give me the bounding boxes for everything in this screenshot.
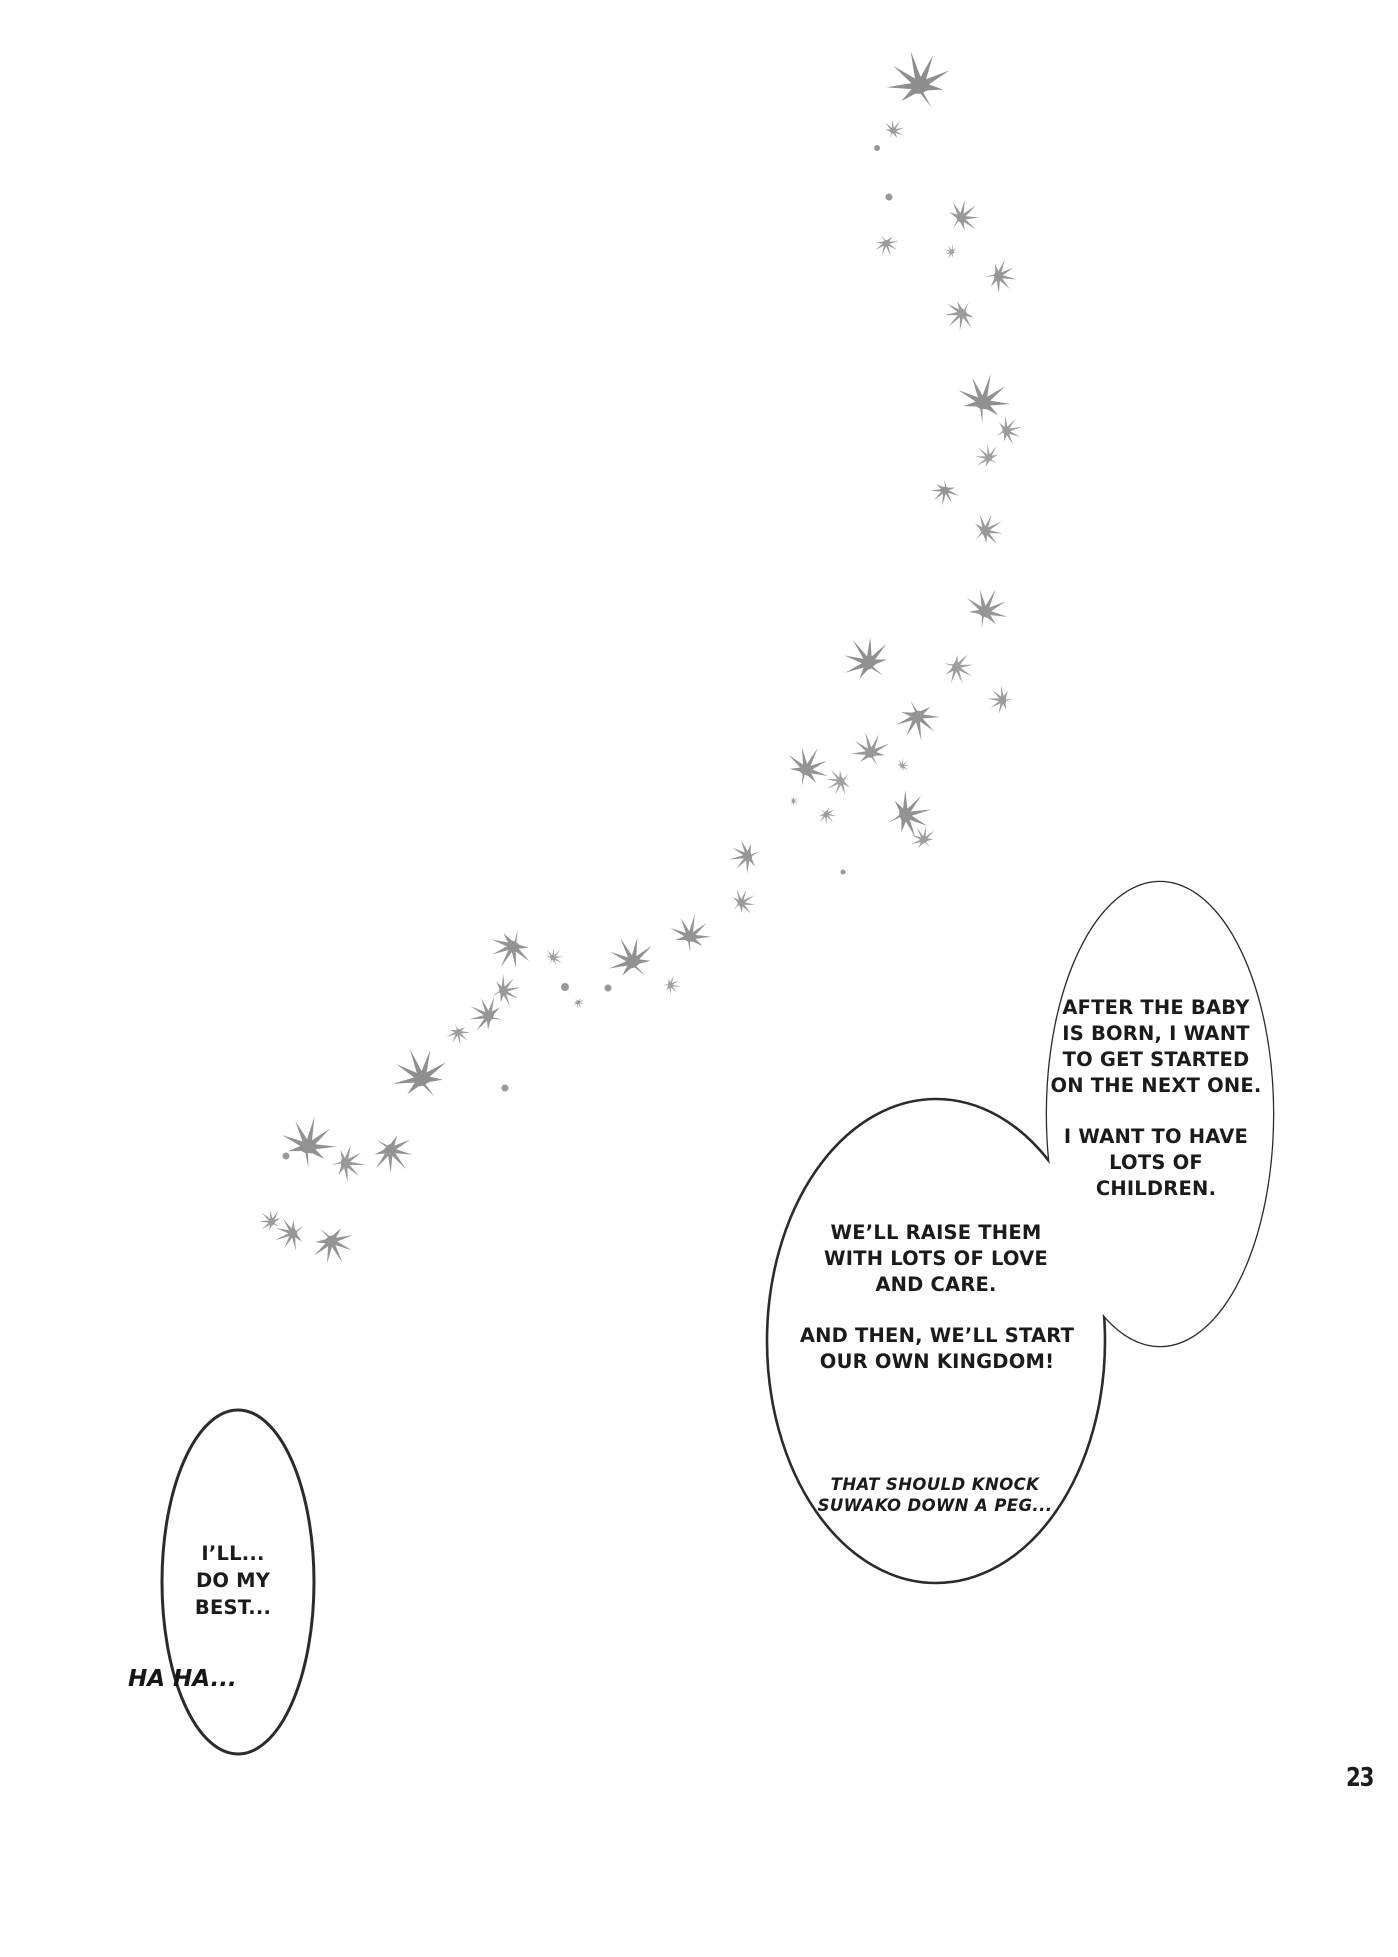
aside-line: SUWAKO DOWN A PEG... — [817, 1496, 1053, 1515]
maple-leaf-icon — [892, 696, 943, 744]
dialogue-line: BEST... — [194, 1596, 272, 1619]
speech-bubble-right-fill — [1047, 882, 1273, 1346]
dialogue-line: AND CARE. — [875, 1273, 997, 1296]
leaf-speck-icon — [561, 983, 569, 991]
dialogue-line: CHILDREN. — [1095, 1177, 1217, 1200]
maple-leaf-icon — [330, 1143, 368, 1183]
right-bubble-paragraph-2 — [1064, 1124, 1248, 1202]
dialogue-line: ON THE NEXT ONE. — [1050, 1074, 1262, 1097]
maple-leaf-icon — [488, 971, 524, 1009]
leaf-speck-icon — [502, 1085, 509, 1092]
maple-leaf-icon — [482, 921, 540, 978]
maple-leaf-icon — [304, 1217, 362, 1273]
maple-leaf-icon — [958, 580, 1016, 636]
dialogue-line: IS BORN, I WANT — [1062, 1022, 1250, 1045]
maple-leaf-icon — [253, 1203, 287, 1237]
maple-leaf-icon — [661, 974, 682, 996]
maple-leaf-icon — [965, 506, 1010, 552]
maple-leaf-icon — [893, 755, 913, 775]
dialogue-line: OUR OWN KINGDOM! — [819, 1350, 1055, 1373]
leaf-speck-icon — [605, 985, 612, 992]
maple-leaf-icon — [879, 114, 909, 144]
maple-leaf-icon — [276, 1111, 341, 1173]
maple-leaf-icon — [725, 883, 761, 920]
aside-line: THAT SHOULD KNOCK — [830, 1475, 1040, 1494]
leaf-speck-icon — [841, 870, 846, 875]
middle-bubble-aside — [818, 1474, 1053, 1516]
dialogue-line: WITH LOTS OF LOVE — [824, 1247, 1048, 1270]
falling-leaves-trail — [253, 42, 1026, 1272]
leaf-speck-icon — [874, 145, 880, 151]
maple-leaf-icon — [986, 684, 1015, 715]
maple-leaf-icon — [928, 477, 961, 508]
maple-leaf-icon — [832, 626, 900, 693]
dialogue-line: TO GET STARTED — [1062, 1048, 1250, 1071]
maple-leaf-icon — [571, 995, 587, 1011]
dialogue-line: AFTER THE BABY — [1062, 996, 1250, 1019]
maple-leaf-icon — [362, 1123, 423, 1183]
maple-leaf-icon — [936, 292, 983, 339]
right-bubble-paragraph-1 — [1050, 995, 1261, 1099]
page-number: 23 — [1346, 1763, 1374, 1793]
maple-leaf-icon — [883, 786, 937, 843]
dialogue-line: DO MY — [195, 1569, 271, 1592]
laugh-text: HA HA... — [128, 1666, 237, 1692]
maple-leaf-icon — [940, 192, 988, 240]
maple-leaf-icon — [846, 727, 893, 772]
dialogue-line: I WANT TO HAVE — [1063, 1125, 1249, 1148]
maple-leaf-icon — [820, 763, 858, 801]
maple-leaf-icon — [726, 837, 763, 876]
maple-leaf-icon — [599, 927, 663, 989]
maple-leaf-icon — [992, 412, 1026, 448]
maple-leaf-icon — [383, 1038, 457, 1109]
maple-leaf-icon — [814, 802, 841, 828]
maple-leaf-icon — [789, 795, 799, 806]
maple-leaf-icon — [969, 438, 1006, 475]
maple-leaf-icon — [666, 910, 715, 957]
maple-leaf-icon — [445, 1021, 473, 1047]
maple-leaf-icon — [779, 737, 838, 794]
dialogue-line: LOTS OF — [1109, 1151, 1203, 1174]
maple-leaf-icon — [269, 1212, 311, 1256]
maple-leaf-icon — [541, 943, 568, 970]
dialogue-line: AND THEN, WE’LL START — [799, 1324, 1075, 1347]
maple-leaf-icon — [937, 646, 981, 691]
maple-leaf-icon — [983, 257, 1020, 296]
middle-bubble-paragraph-1 — [824, 1220, 1048, 1298]
maple-leaf-icon — [871, 230, 903, 260]
leaf-speck-icon — [886, 194, 893, 201]
dialogue-line: I’LL... — [201, 1542, 265, 1565]
maple-leaf-icon — [941, 242, 960, 262]
middle-bubble-paragraph-2 — [800, 1323, 1074, 1375]
leaf-speck-icon — [283, 1153, 290, 1160]
maple-leaf-icon — [952, 367, 1017, 429]
maple-leaf-icon — [879, 42, 958, 117]
left-bubble-paragraph — [195, 1540, 271, 1621]
dialogue-line: WE’LL RAISE THEM — [830, 1221, 1042, 1244]
